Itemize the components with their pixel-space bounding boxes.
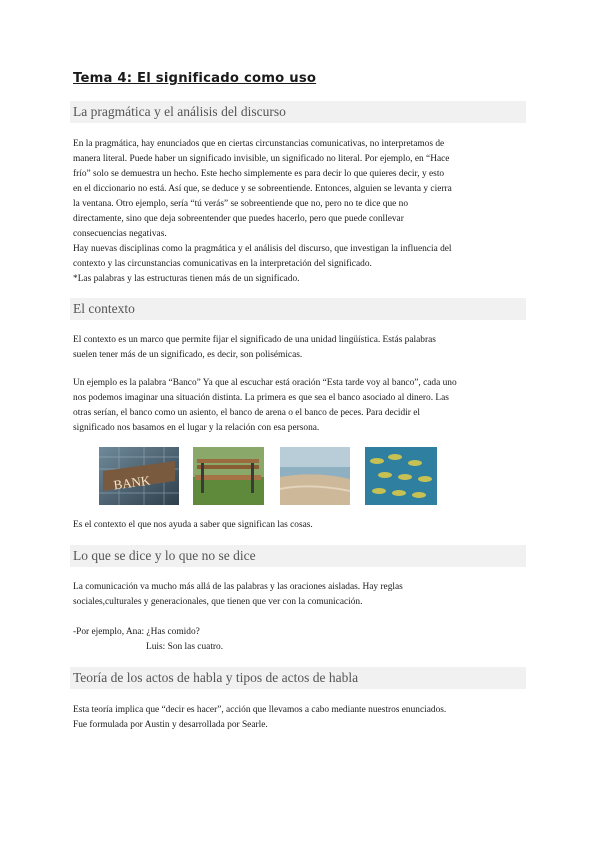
text-line: manera literal. Puede haber un significado invisible, un significado no literal. Por ejemplo, en “Hace [73, 154, 450, 164]
paragraph-actos-de-habla [73, 703, 529, 733]
text-line: Esta teoría implica que “decir es hacer”, acción que llevamos a cabo mediante nuestros enunciados. [73, 705, 447, 715]
text-line: Un ejemplo es la palabra “Banco” Ya que al escuchar está oración “Esta tarde voy al banco”, cada uno [73, 378, 457, 388]
text-line: significado nos basamos en el lugar y la relación con esa persona. [73, 423, 320, 433]
paragraph-contexto-definicion [73, 333, 529, 363]
text-line: sociales,culturales y generacionales, que tienen que ver con la comunicación. [73, 597, 363, 607]
park-bench-image [193, 447, 264, 505]
bank-building-image [99, 447, 179, 505]
school-of-fish-image [365, 447, 437, 505]
heading-contexto: El contexto [73, 301, 135, 316]
text-line: *Las palabras y las estructuras tienen más de un significado. [73, 274, 300, 284]
text-line: Es el contexto el que nos ayuda a saber que significan las cosas. [73, 520, 313, 530]
text-line: Hay nuevas disciplinas como la pragmática y el análisis del discurso, que investigan la influencia del [73, 244, 452, 254]
text-line: frío” solo se demuestra un hecho. Este hecho simplemente es para decir lo que quieres decir, y esto [73, 169, 445, 179]
text-line: suelen tener más de un significado, es decir, son polisémicas. [73, 350, 303, 360]
paragraph-contexto-ejemplo [73, 376, 529, 436]
dialogue-example [73, 625, 529, 655]
text-line: otras serían, el banco como un asiento, el banco de arena o el banco de peces. Para decidir el [73, 408, 420, 418]
heading-lo-que-se-dice: Lo que se dice y lo que no se dice [73, 548, 256, 563]
text-line: El contexto es un marco que permite fijar el significado de una unidad lingüística. Estás palabras [73, 335, 436, 345]
section-heading-band [70, 298, 526, 320]
text-line: la ventana. Otro ejemplo, sería “tú verás” se sobreentiende que no, pero no te dice que no [73, 199, 409, 209]
heading-pragmatica: La pragmática y el análisis del discurso [73, 104, 286, 119]
dialogue-line-ana: -Por ejemplo, Ana: ¿Has comido? [73, 627, 200, 637]
paragraph-comunicacion [73, 580, 529, 610]
text-line: En la pragmática, hay enunciados que en ciertas circunstancias comunicativas, no interpretamos de [73, 139, 445, 149]
page-title: Tema 4: El significado como uso [73, 71, 317, 86]
text-line: La comunicación va mucho más allá de las palabras y las oraciones aisladas. Hay reglas [73, 582, 403, 592]
sandbank-image [280, 447, 350, 505]
bank-sign-text: BANK [112, 472, 152, 493]
dialogue-line-luis: Luis: Son las cuatro. [146, 642, 224, 652]
text-line: directamente, sino que deja sobreentender que puedes hacerlo, pero que puede conllevar [73, 214, 404, 224]
text-line: en el diccionario no está. Así que, se deduce y se sobreentiende. Entonces, alguien se levanta y cierra [73, 184, 452, 194]
text-line: Fue formulada por Austin y desarrollada por Searle. [73, 720, 268, 730]
text-line: nos podemos imaginar una situación distinta. La primera es que sea el banco asociado al dinero. Las [73, 393, 449, 403]
paragraph-pragmatica [73, 137, 529, 287]
text-line: consecuencias negativas. [73, 229, 167, 239]
heading-actos-de-habla: Teoría de los actos de habla y tipos de actos de habla [73, 670, 359, 685]
paragraph-contexto-conclusion [73, 518, 529, 533]
text-line: contexto y las circunstancias comunicativas en la interpretación del significado. [73, 259, 372, 269]
